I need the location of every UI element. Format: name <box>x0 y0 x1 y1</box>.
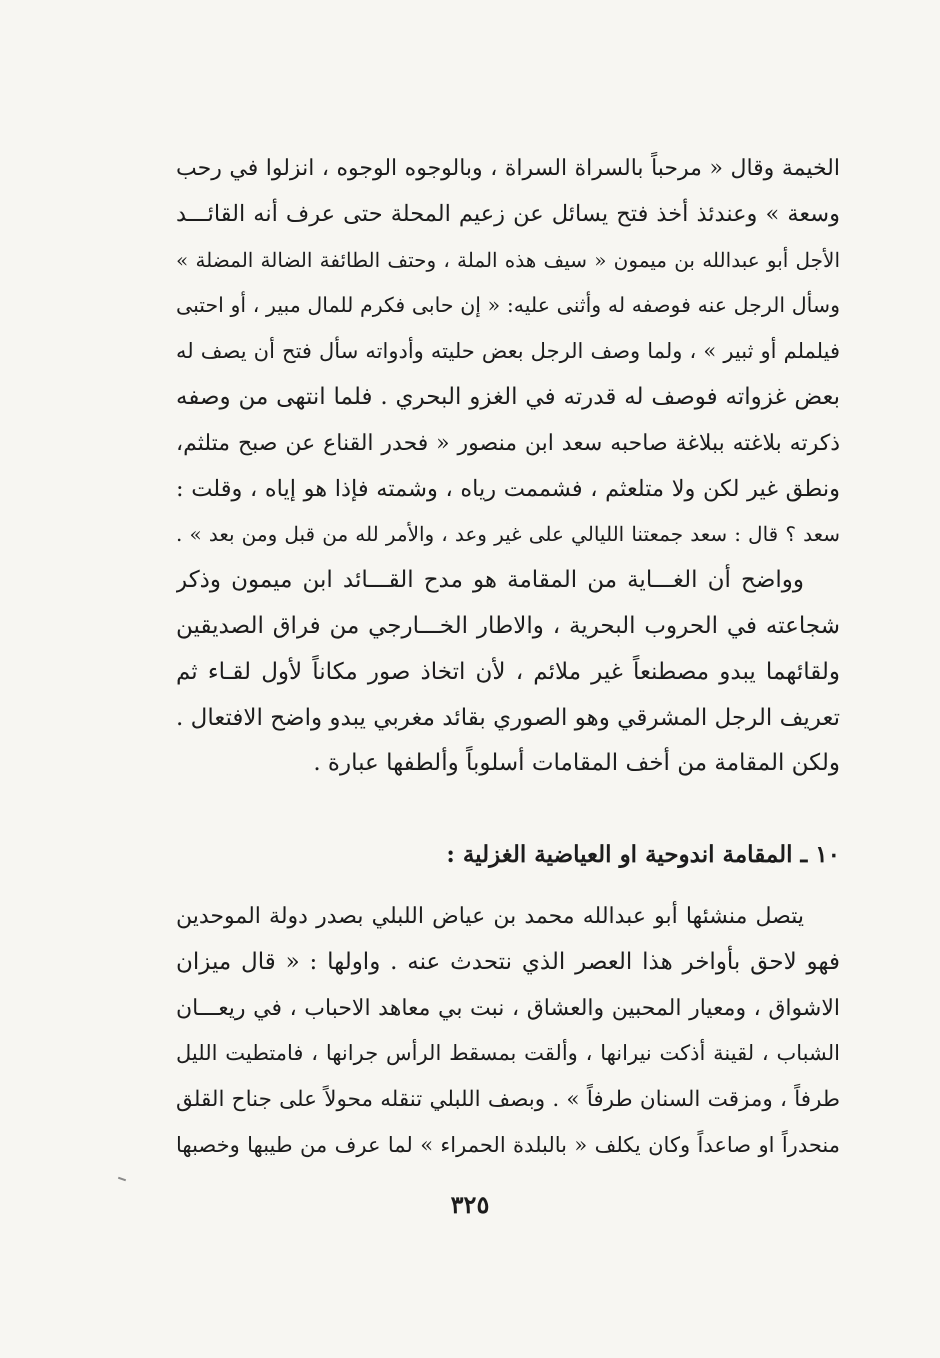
page-number: ٣٢٥ <box>450 1190 490 1219</box>
text-line: تعريف الرجل المشرقي وهو الصوري بقائد مغربي يبدو واضح الافتعال . <box>176 704 840 731</box>
text-line: سعد ؟ قال : سعد جمعتنا الليالي على غير وعد ، والأمر لله من قبل ومن بعد » . <box>176 522 840 547</box>
text-line: وسأل الرجل عنه فوصفه له وأثنى عليه: « إن حابى فكرم للمال مبير ، أو احتبى <box>176 293 840 318</box>
text-line: وواضح أن الغـــاية من المقامة هو مدح القـــائد ابن ميمون وذكر <box>176 567 804 594</box>
section-heading-block <box>176 832 840 878</box>
text-line: الأجل أبو عبدالله بن ميمون « سيف هذه الملة ، وحتف الطائفة الضالة المضلة » <box>176 247 840 272</box>
text-line: ولقائهما يبدو مصطنعاً غير ملائم ، لأن اتخاذ صور مكاناً لأول لقـاء ثم <box>176 658 840 685</box>
text-line: طرفاً ، ومزقت السنان طرفاً » . وبصف اللبلي تنقله محولاً على جناح القلق <box>176 1087 840 1113</box>
text-line: يتصل منشئها أبو عبدالله محمد بن عياض اللبلي بصدر دولة الموحدين <box>176 904 804 929</box>
text-line: منحدراً او صاعداً وكان يكلف « بالبلدة الحمراء » لما عرف من طيبها وخصبها <box>176 1132 840 1157</box>
text-line: الشباب ، لقينة أذكت نيرانها ، وألقت بمسقط الرأس جرانها ، فامتطيت الليل <box>176 1041 840 1066</box>
text-line: وسعة » وعندئذ أخذ فتح يسائل عن زعيم المحلة حتى عرف أنه القائـــد <box>176 200 840 227</box>
text-line: ذكرته بلاغته ببلاغة صاحبه سعد ابن منصور « فحدر القناع عن صبح متلثم، <box>176 430 840 456</box>
paragraph-1 <box>176 146 840 787</box>
text-line: الخيمة وقال « مرحباً بالسراة السراة ، وبالوجوه الوجوه ، انزلوا في رحب <box>176 156 840 181</box>
paragraph-3 <box>176 894 840 1169</box>
text-line: بعض غزواته فوصف له قدرته في الغزو البحري . فلما انتهى من وصفه <box>176 383 840 410</box>
text-line: فيلملم أو ثبير » ، ولما وصف الرجل بعض حليته وأدواته سأل فتح أن يصف له <box>176 339 840 364</box>
text-line: فهو لاحق بأواخر هذا العصر الذي نتحدث عنه . واولها : « قال ميزان <box>176 948 840 975</box>
text-line: شجاعته في الحروب البحرية ، والاطار الخـــارجي من فراق الصديقين <box>176 612 840 639</box>
text-line: الاشواق ، ومعيار المحبين والعشاق ، نبت بي معاهد الاحباب ، في ريعـــان <box>176 995 840 1021</box>
scan-speck <box>118 1177 126 1182</box>
text-line: ولكن المقامة من أخف المقامات أسلوباً وألطفها عبارة . <box>313 750 840 777</box>
text-line: ونطق غير لكن ولا متلعثم ، فشممت رياه ، وشمته فإذا هو إياه ، وقلت : <box>176 475 840 502</box>
section-heading: ١٠ ـ المقامة اندوحية او العياضية الغزلية : <box>446 841 840 868</box>
